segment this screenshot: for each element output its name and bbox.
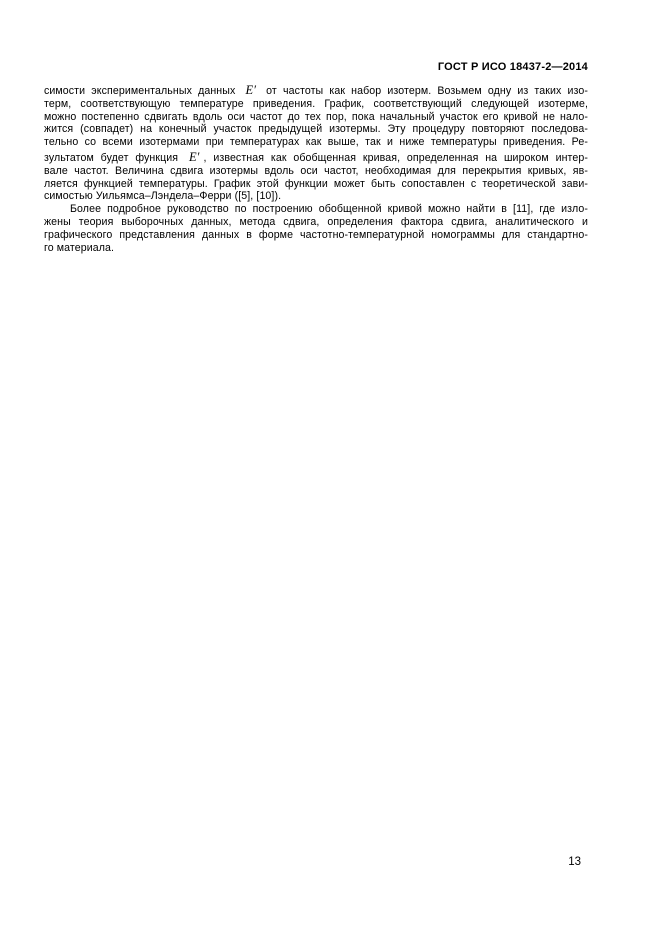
text-line: жится (совпадет) на конечный участок предыдущей изотермы. Эту процедуру повторяют последова- <box>44 123 588 136</box>
text-line: ляется функцией температуры. График этой функции может быть сопоставлен с теоретической зави- <box>44 177 588 190</box>
body-text <box>44 84 588 254</box>
formula-e-prime: E′ <box>188 149 200 164</box>
text-line: вале частот. Величина сдвига изотермы вдоль оси частот, необходимая для перекрытия кривых, яв- <box>44 164 588 177</box>
text-line: терм, соответствующую температуре приведения. График, соответствующий следующей изотерме, <box>44 97 588 110</box>
text-line: симостью Уильямса–Лэндела–Ферри ([5], [10]). <box>44 190 282 203</box>
page-footer <box>44 856 581 868</box>
text-line: жены теория выборочных данных, метода сдвига, определения фактора сдвига, аналитического и <box>44 215 588 228</box>
page-number: 13 <box>568 856 581 868</box>
document-code: ГОСТ Р ИСО 18437-2—2014 <box>437 61 588 73</box>
text-line: можно постепенно сдвигать вдоль оси частот до тех пор, пока начальный участок его кривой не нало- <box>44 110 588 123</box>
page-header <box>44 61 588 73</box>
text-line: тельно со всеми изотермами при температурах как выше, так и ниже температуры приведения. Ре- <box>44 136 588 149</box>
text-line: симости экспериментальных данных E′ от частоты как набор изотерм. Возьмем одну из таких изо- <box>44 83 588 97</box>
text-line: го материала. <box>44 241 115 254</box>
text-line: Более подробное руководство по построению обобщенной кривой можно найти в [11], где изло- <box>70 203 588 216</box>
text-line: зультатом будет функция E′ , известная как обобщенная кривая, определенная на широком интер- <box>44 149 588 164</box>
formula-e-prime: E′ <box>245 83 257 97</box>
text-line: графического представления данных в форме частотно-температурной номограммы для стандартно- <box>44 228 588 241</box>
